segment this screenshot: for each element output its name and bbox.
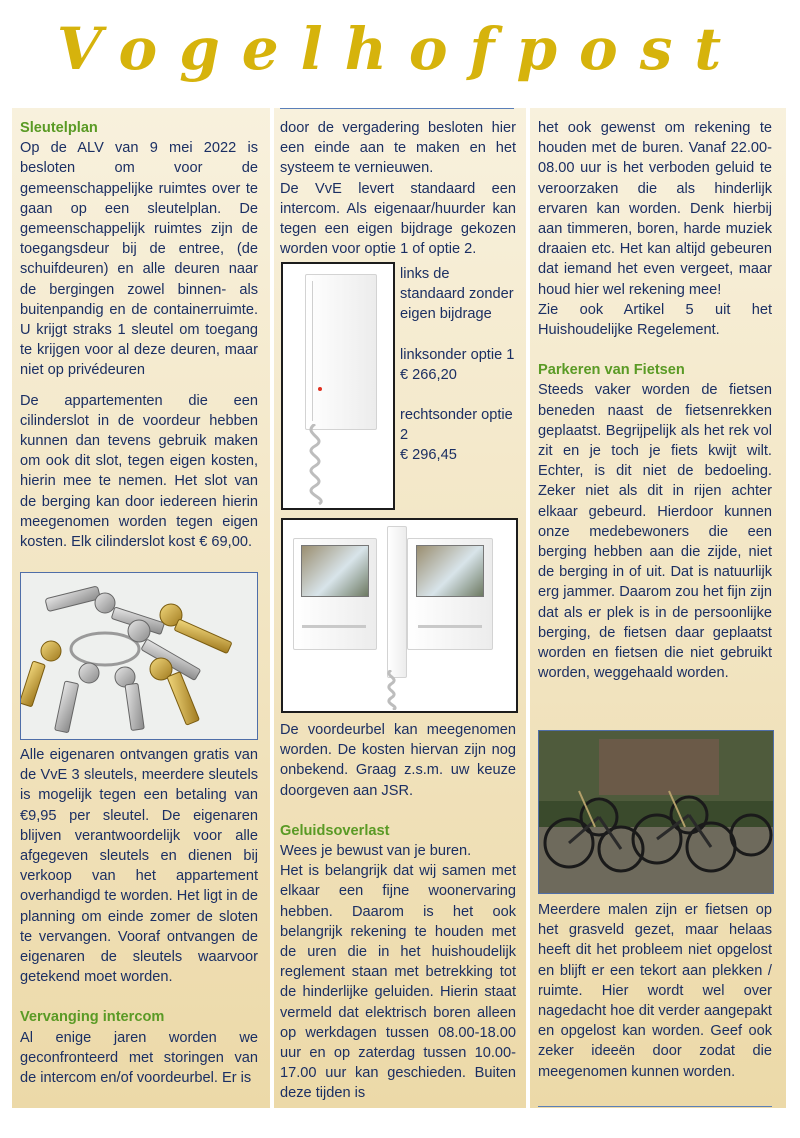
keys-photo (20, 572, 258, 740)
paragraph: Meerdere malen zijn er fietsen op het grasveld gezet, maar helaas heeft dit het probleem niet opgelost en blijft er een tekort aan plekken / ruimte. Hier wordt wel over nagedacht hoe dit verder aangepakt en opgelost kan worden. Geef ook zeker ideeën door zodat die meegenomen kunnen worden. (538, 902, 772, 1080)
video-intercom-1-icon (293, 538, 377, 650)
paragraph: Op de ALV van 9 mei 2022 is besloten om voor de gemeenschappelijke ruimtes over te gaan op een sleutelplan. De gemeenschappelijk ruimtes zijn de toegangsdeur bij de entree, (de schuifdeuren) en alle deuren naar de bergingen zowel binnen- als buitenpandig en de containerruimte. U krijgt straks 1 sleutel om toegang te krijgen voor al deze deuren, maar niet op privédeuren (20, 140, 258, 379)
keys-icon (21, 573, 257, 739)
divider-bottom (538, 1106, 772, 1107)
paragraph: Wees je bewust van je buren. (280, 843, 472, 860)
masthead-title: Vogelhofpost (56, 15, 744, 83)
heading-parkeren-fietsen: Parkeren van Fietsen (538, 362, 685, 379)
divider-top (280, 108, 514, 109)
intercom-standard-photo (281, 262, 395, 510)
video-intercom-2-icon (407, 538, 493, 650)
geluid-vervolg-text (538, 118, 772, 683)
bicycles-icon (539, 731, 773, 893)
sleutelplan-section (20, 118, 258, 552)
paragraph: Zie ook Artikel 5 uit het Huishoudelijke Regelement. (538, 301, 772, 339)
bicycles-photo (538, 730, 774, 894)
paragraph: De voordeurbel kan meegenomen worden. De kosten hiervan zijn nog onbekend. Graag z.s.m. uw keuze doorgeven aan JSR. (280, 722, 516, 799)
caption-optie1-label: linksonder optie 1 (400, 346, 515, 363)
heading-sleutelplan: Sleutelplan (20, 120, 98, 136)
geluid-text (280, 720, 516, 1104)
paragraph: Het is belangrijk dat wij samen met elkaar een fijne woonervaring hebben. Daarom is het ook belangrijk rekening te houden met de uren die in het huishoudelijk reglement staan met betrekking tot de hinderlijke geluiden. Hierin staat vermeld dat elektrisch boren alleen op werkdagen tussen 08.00-18.00 uur en op zaterdag tussen 10.00-17.00 uur kan geschieden. Buiten deze tijden is (280, 863, 516, 1102)
caption-optie2-price: € 296,45 (400, 447, 457, 464)
caption-optie2-label: rechtsonder optie 2 (400, 407, 513, 444)
caption-optie1-price: € 266,20 (400, 366, 457, 383)
handset-icon (387, 526, 407, 678)
heading-geluidsoverlast: Geluidsoverlast (280, 822, 390, 839)
paragraph: De VvE levert standaard een intercom. Als eigenaar/huurder kan tegen een eigen bijdrage gekozen worden voor optie 1 of optie 2. (280, 180, 516, 258)
coiled-cord-icon (305, 424, 365, 508)
intercom-handset-icon (305, 274, 377, 430)
paragraph: Al enige jaren worden we geconfronteerd met storingen van de intercom en/of voordeurbel. Er is (20, 1029, 258, 1087)
paragraph: De appartementen die een cilinderslot in de voordeur hebben kunnen dan tevens gebruik maken om ook dit slot, tegen eigen kosten, hierin mee te nemen. Het slot van de berging kan door iedereen hierin meegenomen worden tegen eigen kosten. Elk cilinderslot kost € 69,00. (20, 392, 258, 551)
paragraph: Alle eigenaren ontvangen gratis van de VvE 3 sleutels, meerdere sleutels is mogelijk tegen een betaling van €9,95 per sleutel. De eigenaren blijven verantwoordelijk voor alle afgegeven sleutels en dienen bij verkoop van het appartement overhandigd te worden. Het ligt in de planning om einde zomer de sloten te vervangen. Vooraf ontvangen de eigenaren de sleutels waarvoor getekend moet worden. (20, 747, 258, 986)
paragraph: het ook gewenst om rekening te houden met de buren. Vanaf 22.00-08.00 uur is het verboden geluid te veroorzaken die als hinderlijk ervaren kan worden. Denk hierbij aan timmeren, boren, harde muziek draaien etc. Het kan altijd gebeuren dat iemand het even vergeet, maar houd hier wel rekening mee! (538, 120, 772, 298)
paragraph: door de vergadering besloten hier een einde aan te maken en het systeem te vernieuwen. (280, 120, 516, 177)
intercom-captions (400, 264, 518, 466)
caption-links: links de standaard zonder eigen bijdrage (400, 266, 514, 323)
heading-vervanging-intercom: Vervanging intercom (20, 1009, 165, 1026)
intercom-text (280, 118, 516, 259)
intercom-options-photo (281, 518, 518, 713)
sleutels-text (20, 745, 258, 1088)
paragraph: Steeds vaker worden de fietsen beneden naast de fietsenrekken geplaatst. Begrijpelijk als het rek vol zit en je toch je fiets kwijt wilt. Echter, is dit niet de bedoeling. Zeker niet als dit in rijen achter elkaar gebeurd. Hierdoor kunnen onze medebewoners die een berging hebben aan die zijde, niet de berging in of uit. Dat is natuurlijk erg jammer. Daarom zou het fijn zijn dat als er plek is in de persoonlijke berging, de fietsen daar geplaatst worden en fietsen die niet gebruikt worden, weggehaald worden. (538, 382, 772, 682)
coiled-cord-icon (381, 670, 421, 710)
fietsen-vervolg-text (538, 900, 772, 1082)
